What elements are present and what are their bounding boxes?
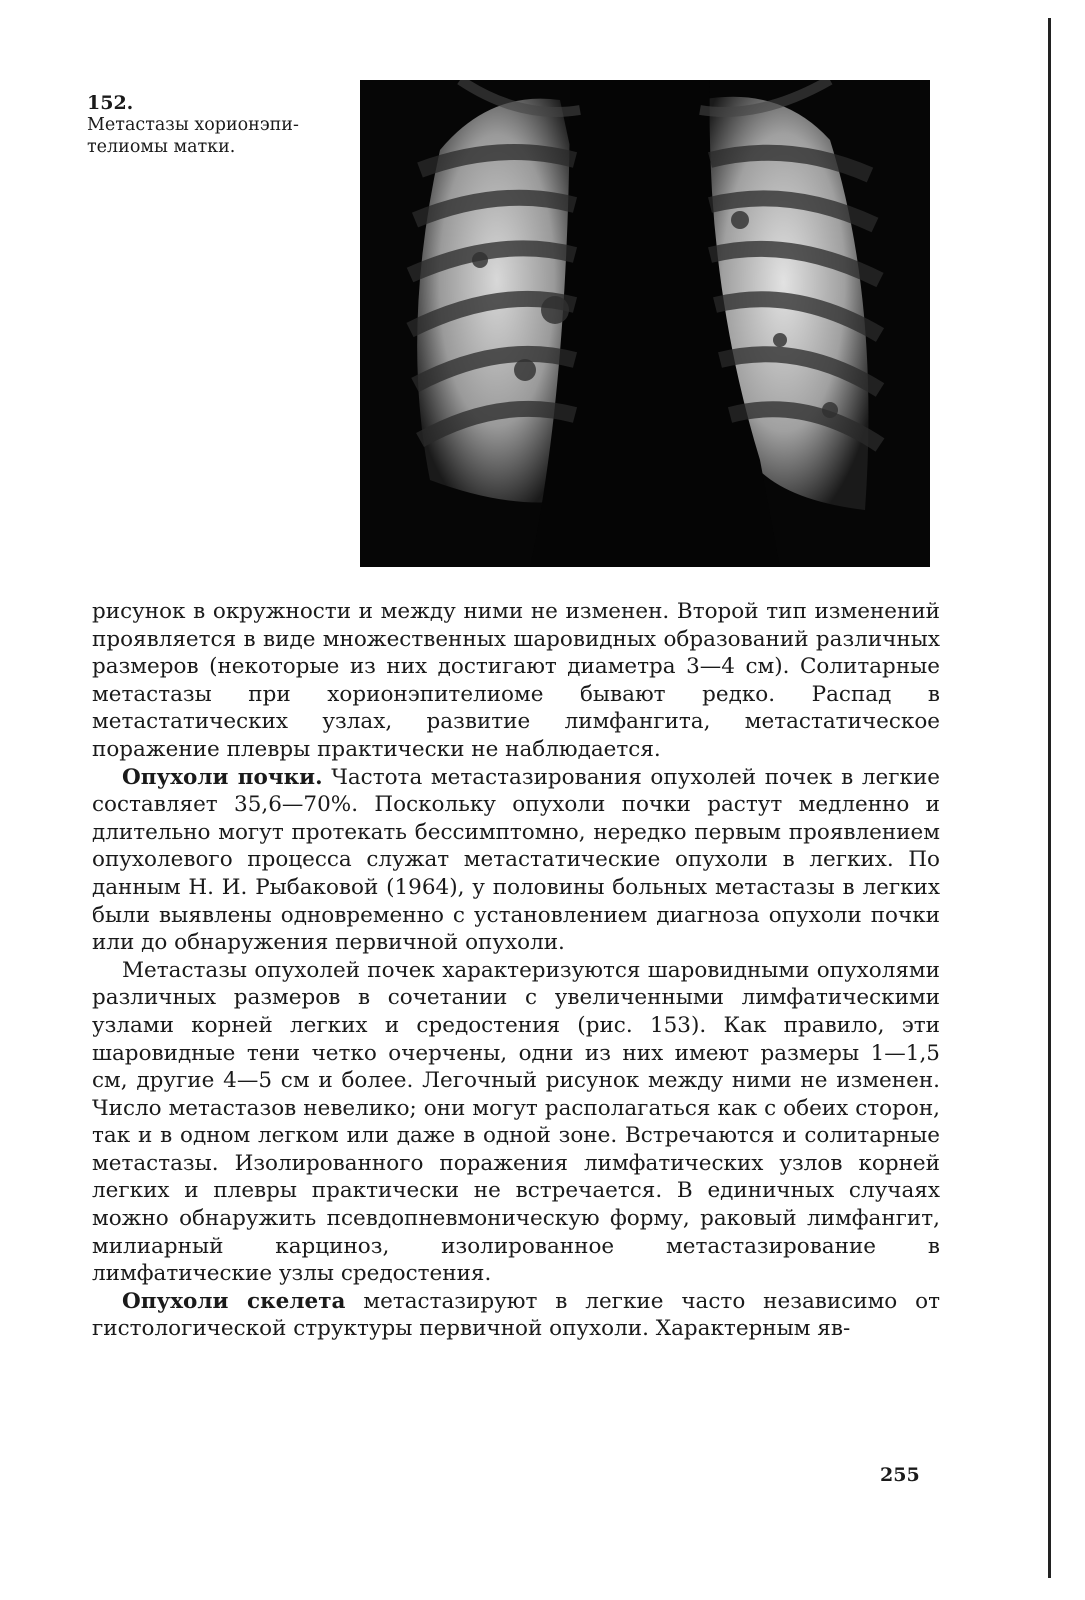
chest-xray-image: [360, 80, 930, 567]
paragraph-3: Метастазы опухолей почек характеризуются шаровидными опухолями различных размеров в сочетании с увеличенными лимфатическими узлами корней легких и средостения (рис. 153). Как правило, эти шаровидные тени четко очерчены, одни из них имеют размеры 1—1,5 см, другие 4—5 см и более. Легочный рисунок между ними не изменен. Число метастазов невелико; они могут располагаться как с обеих сторон, так и в одном легком или даже в одной зоне. Встречаются и солитарные метастазы. Изолированного поражения лимфатических узлов корней легких и плевры практически не встречается. В единичных случаях можно обнаружить псевдопневмоническую форму, раковый лимфангит, милиарный карциноз, изолированное метастазирование в лимфатические узлы средостения.: [92, 957, 940, 1287]
paragraph-4-heading: Опухоли скелета: [122, 1288, 346, 1314]
figure-number: 152.: [87, 92, 134, 114]
body-text: [92, 598, 940, 1343]
chest-xray-icon: [360, 80, 930, 567]
paragraph-2: [92, 764, 940, 957]
page-number: 255: [880, 1464, 920, 1486]
figure-caption: [87, 92, 347, 158]
paragraph-4: [92, 1288, 940, 1343]
paragraph-2-body: Частота метастазирования опухолей почек в легкие составляет 35,6—70%. Поскольку опухоли почки растут медленно и длительно могут протекать бессимптомно, нередко первым проявлением опухолевого процесса служат метастатические опухоли в легких. По данным Н. И. Рыбаковой (1964), у половины больных метастазы в легких были выявлены одновременно с установлением диагноза опухоли почки или до обнаружения первичной опухоли.: [92, 764, 940, 956]
paragraph-4-body: метастазируют в легкие часто независимо от гистологической структуры первичной опухоли. Характерным яв-: [92, 1288, 940, 1342]
figure-caption-text: Метастазы хорионэпи- телиомы матки.: [87, 115, 299, 157]
paragraph-2-heading: Опухоли почки.: [122, 764, 323, 790]
page-edge-line: [1048, 18, 1051, 1578]
paragraph-1: рисунок в окружности и между ними не изменен. Второй тип изменений проявляется в виде множественных шаровидных образований различных размеров (некоторые из них достигают диаметра 3—4 см). Солитарные метастазы при хорионэпителиоме бывают редко. Распад в метастатических узлах, развитие лимфангита, метастатическое поражение плевры практически не наблюдается.: [92, 599, 940, 762]
